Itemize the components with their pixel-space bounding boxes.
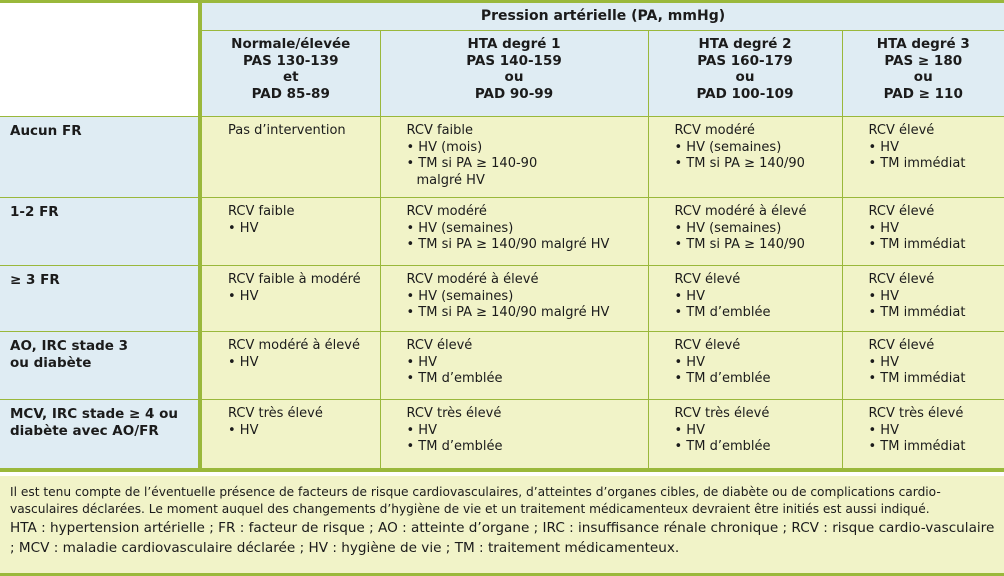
column-header: HTA degré 2 PAS 160-179 ou PAD 100-109: [648, 31, 842, 117]
table-cell: RCV faible • HV (mois) • TM si PA ≥ 140-90 malgré HV: [380, 117, 648, 198]
table-row: [0, 198, 1004, 266]
row-label: AO, IRC stade 3 ou diabète: [0, 332, 200, 400]
table-cell: RCV élevé • HV • TM immédiat: [842, 332, 1004, 400]
table-cell: RCV modéré à élevé • HV (semaines) • TM si PA ≥ 140/90 malgré HV: [380, 266, 648, 332]
table-footnote: [0, 476, 1004, 576]
abbreviations-text: HTA : hypertension artérielle ; FR : facteur de risque ; AO : atteinte d’organe ; IRC : insuffisance rénale chronique ; RCV : risque cardio-vasculaire ; MCV : maladie cardiovasculaire déclarée ; HV : hygiène de vie ; TM : traitement médicamenteux.: [10, 520, 995, 556]
row-label: 1-2 FR: [0, 198, 200, 266]
table-cell: RCV élevé • HV • TM d’emblée: [648, 332, 842, 400]
table-cell: RCV modéré • HV (semaines) • TM si PA ≥ 140/90: [648, 117, 842, 198]
column-header: HTA degré 3 PAS ≥ 180 ou PAD ≥ 110: [842, 31, 1004, 117]
table-row: [0, 400, 1004, 468]
table-cell: RCV très élevé • HV: [200, 400, 380, 468]
table-cell: RCV élevé • HV • TM immédiat: [842, 266, 1004, 332]
table-cell: RCV élevé • HV • TM immédiat: [842, 198, 1004, 266]
row-label: Aucun FR: [0, 117, 200, 198]
header-band: Pression artérielle (PA, mmHg): [200, 3, 1004, 31]
table-row: [0, 266, 1004, 332]
table-cell: RCV très élevé • HV • TM d’emblée: [648, 400, 842, 468]
table-cell: RCV très élevé • HV • TM d’emblée: [380, 400, 648, 468]
table-cell: RCV très élevé • HV • TM immédiat: [842, 400, 1004, 468]
table-cell: RCV faible à modéré • HV: [200, 266, 380, 332]
table-cell: RCV élevé • HV • TM immédiat: [842, 117, 1004, 198]
table-cell: Pas d’intervention: [200, 117, 380, 198]
table-cell: RCV élevé • HV • TM d’emblée: [648, 266, 842, 332]
table-cell: RCV modéré à élevé • HV (semaines) • TM si PA ≥ 140/90: [648, 198, 842, 266]
table-cell: RCV modéré à élevé • HV: [200, 332, 380, 400]
table-cell: RCV faible • HV: [200, 198, 380, 266]
table-row: [0, 332, 1004, 400]
row-label: ≥ 3 FR: [0, 266, 200, 332]
table-row: [0, 117, 1004, 198]
separator-rule: [0, 468, 1004, 472]
row-label: MCV, IRC stade ≥ 4 ou diabète avec AO/FR: [0, 400, 200, 468]
table-cell: RCV modéré • HV (semaines) • TM si PA ≥ 140/90 malgré HV: [380, 198, 648, 266]
header-corner: [0, 3, 200, 117]
column-header: HTA degré 1 PAS 140-159 ou PAD 90-99: [380, 31, 648, 117]
footnote-text: Il est tenu compte de l’éventuelle présence de facteurs de risque cardiovasculaires, d’atteintes d’organes cibles, de diabète ou de complications cardio-vasculaires déclarées. Le moment auquel des changements d’hygiène de vie et un traitement médicamenteux devraient être initiés est aussi indiqué.: [10, 485, 941, 516]
column-header: Normale/élevée PAS 130-139 et PAD 85-89: [200, 31, 380, 117]
table-cell: RCV élevé • HV • TM d’emblée: [380, 332, 648, 400]
